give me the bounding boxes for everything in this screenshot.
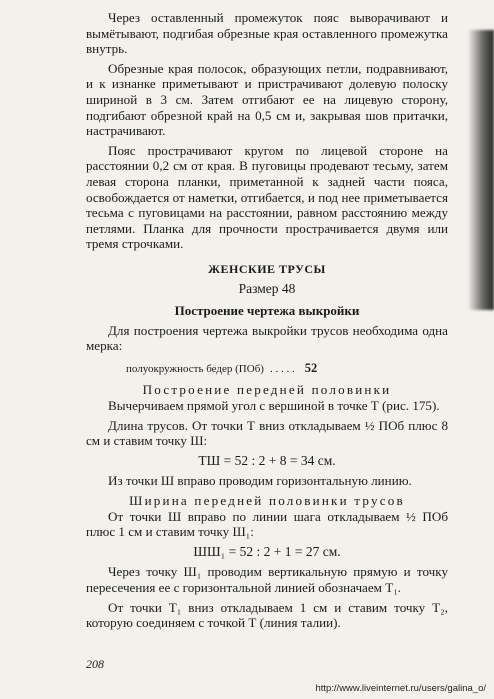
formula: ШШ₁ = 52 : 2 + 1 = 27 см. <box>193 543 341 559</box>
measurement-dots: . . . . . <box>269 362 295 375</box>
paragraph: От точки Т₁ вниз откладываем 1 см и ставим точку Т₂, которую соединяем с точкой Т (линия талии). <box>86 599 448 631</box>
subheading: Построение чертежа выкройки <box>174 303 360 319</box>
formula: ТШ = 52 : 2 + 8 = 34 см. <box>198 452 336 468</box>
page-number: 208 <box>86 657 104 671</box>
subheading-front-half: Построение передней половинки <box>142 382 392 398</box>
paragraph: Вычерчиваем прямой угол с вершиной в точке Т (рис. 175). <box>108 398 440 414</box>
measurement-row <box>126 361 448 378</box>
watermark-url: http://www.liveinternet.ru/users/galina_o/ <box>315 683 486 694</box>
measurement-value: 52 <box>304 360 318 375</box>
size-label: Размер 48 <box>238 280 296 296</box>
section-heading: ЖЕНСКИЕ ТРУСЫ <box>208 261 326 276</box>
paragraph: Пояс прострачивают кругом по лицевой стороне на расстоянии 0,2 см от края. В пуговицы продевают тесьму, затем левая сторона планки, приметанной к задней части пояса, освобождается от наметки, отгибается, и под нее приметывается тесьма с пуговицами на расстоянии, равном расстоянию между петлями. Планка для прочности прострачивается двумя или тремя строчками. <box>86 142 448 252</box>
paragraph: Для построения чертежа выкройки трусов необходима одна мерка: <box>86 322 448 354</box>
paragraph: Длина трусов. От точки Т вниз откладываем ½ ПОб плюс 8 см и ставим точку Ш: <box>86 417 448 449</box>
paragraph: От точки Ш вправо по линии шага откладываем ½ ПОб плюс 1 см и ставим точку Ш₁: <box>86 508 448 540</box>
page-text <box>86 10 448 631</box>
page-edge-shadow <box>468 30 494 310</box>
paragraph: Из точки Ш вправо проводим горизонтальную линию. <box>108 473 412 489</box>
subheading-width: Ширина передней половинки трусов <box>129 493 405 509</box>
measurement-label: полуокружность бедер (ПОб) <box>126 362 264 375</box>
paragraph: Через оставленный промежуток пояс выворачивают и вымётывают, подгибая обрезные края оставленного промежутка внутрь. <box>86 10 448 57</box>
paragraph: Обрезные края полосок, образующих петли, подравнивают, и к изнанке приметывают и пристрачивают долевую полоску шириной в 3 см. Затем отгибают ее на лицевую сторону, подгибают обрезной край на 0,5 см и, закрывая шов притачки, настрачивают. <box>86 60 448 139</box>
paragraph: Через точку Ш₁ проводим вертикальную прямую и точку пересечения ее с горизонтальной линией обозначаем Т₁. <box>86 564 448 595</box>
